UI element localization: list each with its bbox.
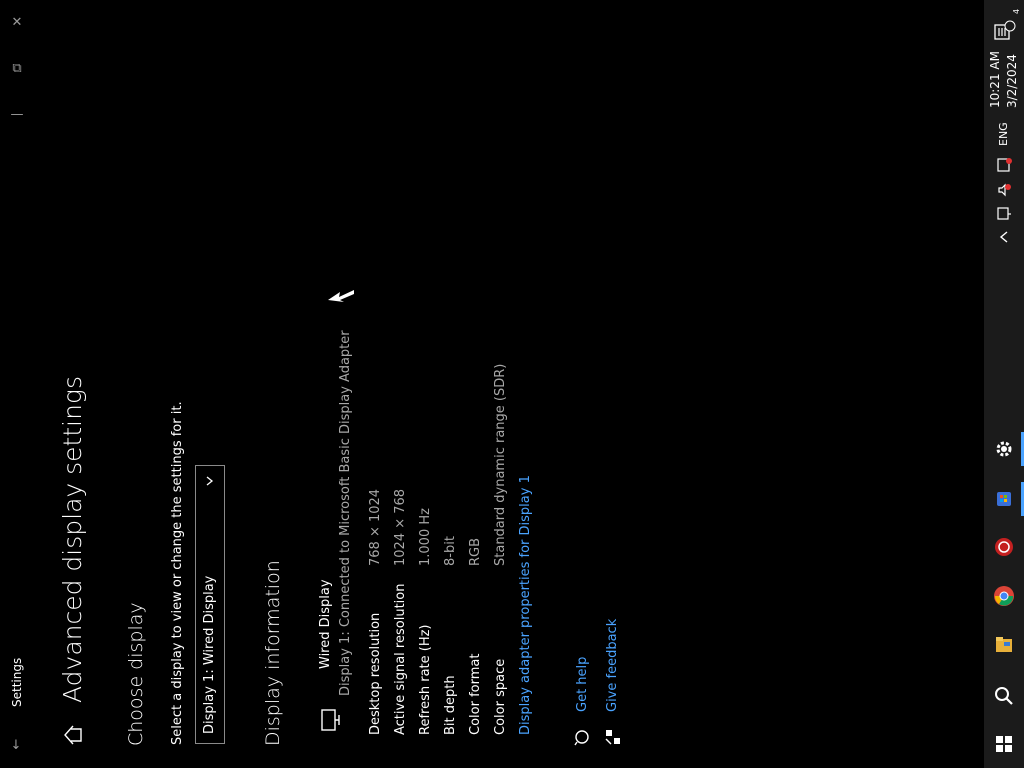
info-value-color-format: RGB	[468, 537, 483, 566]
notification-count-badge: 4	[1012, 8, 1021, 14]
chevron-down-icon	[203, 473, 217, 487]
display-info-heading: Display information	[262, 560, 284, 746]
notification-center-icon[interactable]	[992, 20, 1016, 44]
page-title: Advanced display settings	[58, 376, 87, 703]
close-window-button[interactable]: ✕	[11, 15, 23, 30]
info-label-color-space: Color space	[493, 658, 508, 735]
volume-muted-icon[interactable]	[996, 182, 1012, 198]
minimize-window-button[interactable]: —	[10, 107, 24, 122]
display-adapter-properties-link[interactable]: Display adapter properties for Display 1	[518, 475, 533, 735]
give-feedback-link[interactable]: Give feedback	[605, 618, 620, 712]
info-label-refresh-rate: Refresh rate (Hz)	[418, 624, 433, 735]
chrome-icon[interactable]	[992, 584, 1016, 608]
mouse-cursor-icon	[326, 286, 356, 306]
info-value-color-space: Standard dynamic range (SDR)	[493, 363, 508, 566]
input-language-indicator[interactable]: ENG	[997, 122, 1010, 146]
info-value-refresh-rate: 1.000 Hz	[418, 508, 433, 566]
clock-date[interactable]: 3/2/2024	[1005, 54, 1019, 108]
search-icon[interactable]	[992, 684, 1016, 708]
show-hidden-icons-chevron-icon[interactable]	[996, 229, 1012, 245]
info-label-color-format: Color format	[468, 653, 483, 735]
info-value-active-signal-resolution: 1024 × 768	[393, 488, 408, 566]
microsoft-store-icon[interactable]	[992, 487, 1016, 511]
network-icon[interactable]	[996, 157, 1012, 173]
info-value-desktop-resolution: 768 × 1024	[368, 488, 383, 566]
choose-display-description: Select a display to view or change the settings for it.	[170, 401, 185, 745]
info-label-active-signal-resolution: Active signal resolution	[393, 583, 408, 735]
info-label-desktop-resolution: Desktop resolution	[368, 612, 383, 735]
start-windows-icon[interactable]	[992, 732, 1016, 756]
back-button[interactable]: ←	[9, 738, 24, 750]
info-value-bit-depth: 8-bit	[443, 536, 458, 566]
display-tray-icon[interactable]	[996, 206, 1012, 222]
get-help-link[interactable]: Get help	[575, 656, 590, 712]
home-icon[interactable]	[60, 722, 86, 748]
clock-time[interactable]: 10:21 AM	[988, 51, 1002, 108]
get-help-icon[interactable]	[572, 727, 592, 747]
display-select[interactable]	[195, 465, 225, 744]
feedback-icon[interactable]	[603, 727, 623, 747]
info-label-bit-depth: Bit depth	[443, 675, 458, 735]
monitor-name: Wired Display	[318, 579, 333, 669]
display-select-value: Display 1: Wired Display	[202, 575, 217, 734]
choose-display-heading: Choose display	[125, 602, 147, 746]
monitor-subtitle: Display 1: Connected to Microsoft Basic Display Adapter	[338, 330, 353, 696]
settings-gear-icon[interactable]	[992, 437, 1016, 461]
monitor-icon	[320, 706, 342, 734]
red-app-icon[interactable]	[992, 535, 1016, 559]
file-explorer-icon[interactable]	[992, 633, 1016, 657]
restore-window-button[interactable]: ⧉	[12, 61, 22, 76]
app-title: Settings	[10, 657, 24, 707]
